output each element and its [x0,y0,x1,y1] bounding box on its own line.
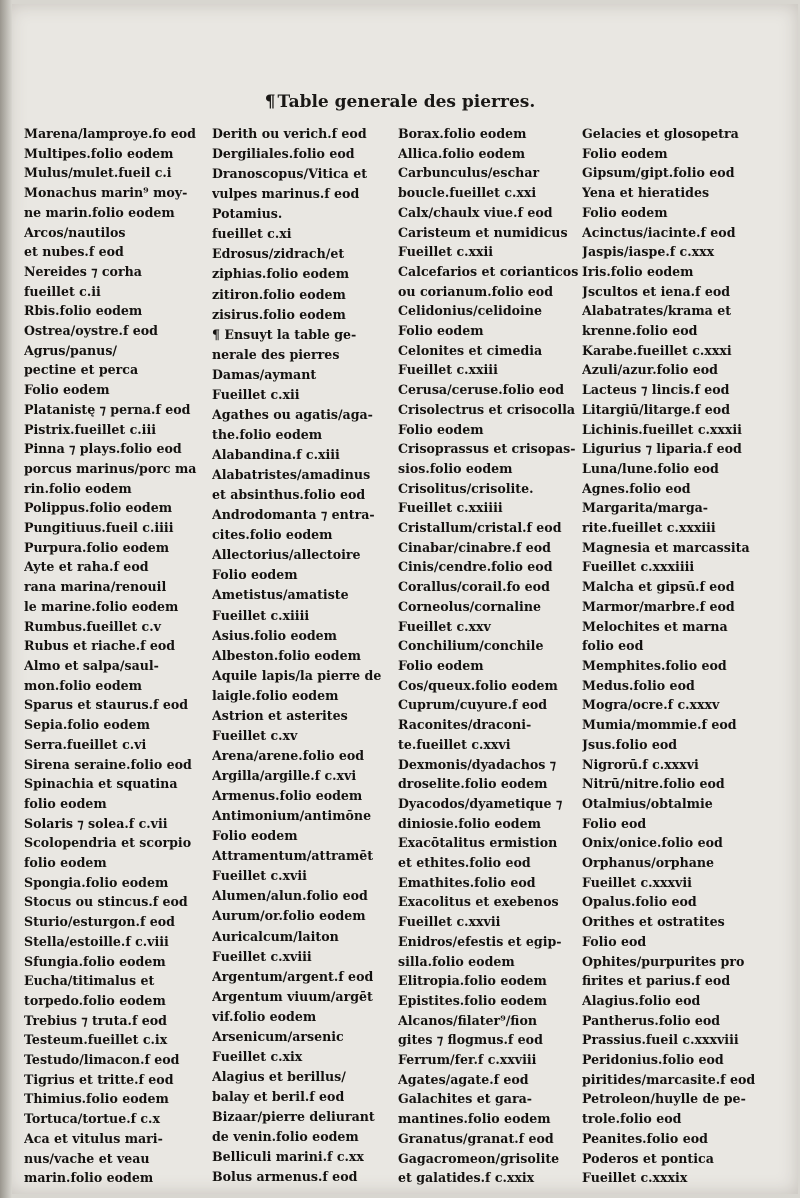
index-entry: Sepia.folio eodem [24,717,150,733]
index-entry: diniosie.folio eodem [398,815,541,831]
index-entry: Allica.folio eodem [398,145,526,161]
index-entry: Mumia/mommie.f eod [582,717,737,733]
index-entry: Celonites et cimedia [398,342,543,358]
index-entry: Thimius.folio eodem [24,1091,169,1107]
index-entry: Folio eod [582,933,647,949]
index-entry: Fueillet c.xxii [398,244,494,260]
index-entry: Multipes.folio eodem [24,145,174,161]
index-entry: Stella/estoille.f c.viii [24,933,169,949]
index-entry: Dyacodos/dyametique ⁊ [398,795,563,811]
index-entry: Lichinis.fueillet c.xxxii [582,421,742,437]
index-entry: Ayte et raha.f eod [24,559,149,575]
index-entry: Raconites/draconi- [398,717,532,733]
index-entry: Nereides ⁊ corha [24,263,142,279]
index-entry: balay et beril.f eod [212,1089,345,1104]
index-entry: Crisoprassus et crisopas- [398,441,576,457]
index-column-1 [24,124,208,1188]
index-entry: Aurum/or.folio eodem [212,908,366,924]
index-entry: Dexmonis/dyadachos ⁊ [398,756,557,772]
index-entry: Iris.folio eodem [582,263,694,279]
index-entry: Ametistus/amatiste [212,587,349,603]
index-entry: Peanites.folio eod [582,1130,708,1146]
index-entry: Ligurius ⁊ liparia.f eod [582,441,742,457]
index-entry: the.folio eodem [212,426,323,442]
index-entry: Pinna ⁊ plays.folio eod [24,441,182,457]
index-entry: fueillet c.xi [212,226,292,242]
index-entry: Yena et hieratides [582,185,710,201]
index-entry: vif.folio eodem [212,1008,317,1024]
index-entry: Peridonius.folio eod [582,1052,724,1068]
index-entry: nerale des pierres [212,346,340,362]
index-entry: Monachus marin⁹ moy- [24,185,188,201]
index-entry: marin.folio eodem [24,1170,154,1186]
index-entry: Lacteus ⁊ lincis.f eod [582,382,730,398]
index-entry: Alagius et berillus/ [212,1068,346,1084]
index-entry: Dranoscopus/Vitica et [212,166,368,182]
index-entry: Fueillet c.xxiiii [398,500,503,516]
index-entry: Dergiliales.folio eod [212,146,355,162]
index-entry: nus/vache et veau [24,1150,150,1166]
index-entry: Stocus ou stincus.f eod [24,894,188,910]
index-entry: Alcanos/filater⁹/fion [398,1012,538,1028]
index-entry: Magnesia et marcassita [582,539,750,555]
index-entry: Spongia.folio eodem [24,874,169,890]
index-entry: Agates/agate.f eod [398,1071,529,1087]
index-entry: le marine.folio eodem [24,598,179,614]
index-entry: Granatus/granat.f eod [398,1130,554,1146]
index-entry: Marmor/marbre.f eod [582,598,735,614]
index-entry: Aquile lapis/la pierre de [212,667,382,683]
index-entry: gites ⁊ flogmus.f eod [398,1032,543,1048]
index-entry: Bizaar/pierre deliurant [212,1109,375,1125]
index-entry: Mulus/mulet.fueil c.i [24,165,172,181]
index-entry: laigle.folio eodem [212,687,339,703]
index-entry: Agnes.folio eod [582,480,691,496]
index-entry: Scolopendria et scorpio [24,835,192,851]
index-entry: Arena/arene.folio eod [212,747,365,763]
index-entry: Folio eod [582,815,647,831]
index-entry: Onix/onice.folio eod [582,835,723,851]
index-entry: Ostrea/oystre.f eod [24,323,158,339]
index-entry: et galatides.f c.xxix [398,1170,535,1186]
index-entry: mantines.folio eodem [398,1111,551,1127]
index-entry: vulpes marinus.f eod [212,186,360,202]
index-entry: Folio eodem [398,657,484,673]
index-entry: Rumbus.fueillet c.v [24,618,161,634]
index-entry: Eucha/titimalus et [24,973,155,989]
index-entry: Orphanus/orphane [582,855,715,871]
index-entry: Gelacies et glosopetra [582,126,739,141]
index-entry: Platanistę ⁊ perna.f eod [24,401,191,417]
index-entry: Fueillet c.xvii [212,868,307,884]
index-entry: Aca et vitulus mari- [24,1130,163,1146]
index-entry: Agathes ou agatis/aga- [212,406,373,422]
index-entry: Caristeum et numidicus [398,224,568,240]
index-entry: Elitropia.folio eodem [398,973,547,989]
index-entry: Spinachia et squatina [24,776,178,792]
index-entry: Marena/lamproye.fo eod [24,126,196,141]
index-entry: Cos/queux.folio eodem [398,677,558,693]
index-entry: et ethites.folio eod [398,855,531,871]
index-entry: Melochites et marna [582,618,728,634]
index-column-4 [582,124,766,1188]
index-entry: Jscultos et iena.f eod [582,283,731,299]
index-entry: Calcefarios et corianticos [398,263,579,279]
index-entry: Poderos et pontica [582,1150,714,1166]
index-entry: Folio eodem [582,204,668,220]
index-entry: Fueillet c.xxxiiii [582,559,695,575]
index-entry: Orithes et ostratites [582,914,725,930]
index-entry: de venin.folio eodem [212,1129,359,1145]
index-entry: folio eodem [24,855,107,871]
index-entry: Nigrorū.f c.xxxvi [582,756,699,772]
index-entry: ne marin.folio eodem [24,204,175,220]
index-entry: trole.folio eod [582,1111,682,1127]
index-entry: Fueillet c.xviii [212,948,312,964]
index-entry: Celidonius/celidoine [398,303,543,319]
index-entry: Belliculi marini.f c.xx [212,1149,364,1165]
index-entry: Alabatristes/amadinus [212,467,371,483]
index-entry: et nubes.f eod [24,244,124,260]
index-entry: rin.folio eodem [24,480,132,496]
index-entry: Testeum.fueillet c.ix [24,1032,168,1048]
index-entry: Cristallum/cristal.f eod [398,520,562,536]
index-entry: Potamius. [212,206,283,222]
index-entry: Polippus.folio eodem [24,500,173,516]
index-entry: Crisolitus/crisolite. [398,480,534,496]
index-entry: Petroleon/huylle de pe- [582,1091,746,1107]
index-entry: Testudo/limacon.f eod [24,1052,180,1068]
index-entry: Folio eodem [212,567,298,583]
index-entry: folio eod [582,638,644,654]
index-entry: Argilla/argille.f c.xvi [212,768,357,783]
index-entry: Trebius ⁊ truta.f eod [24,1012,167,1028]
index-entry: Epistites.folio eodem [398,992,547,1008]
index-entry: Damas/aymant [212,366,317,382]
index-entry: Mogra/ocre.f c.xxxv [582,697,720,713]
index-entry: Derith ou verich.f eod [212,126,367,141]
index-entry: Androdomanta ⁊ entra- [212,507,375,523]
index-entry: cites.folio eodem [212,527,333,543]
index-entry: Asius.folio eodem [212,627,338,643]
index-entry: Malcha et gipsū.f eod [582,579,735,595]
index-entry: Crisolectrus et crisocolla [398,401,576,417]
index-entry: Argentum/argent.f eod [212,968,374,984]
index-entry: Litargiū/litarge.f eod [582,401,731,417]
index-entry: Agrus/panus/ [24,342,118,358]
index-entry: Pistrix.fueillet c.iii [24,421,157,437]
index-entry: Jsus.folio eod [582,736,678,752]
index-entry: Argentum viuum/argēt [212,988,373,1004]
index-entry: Fueillet c.xxiii [398,362,498,378]
pilcrow-mark: ¶ [264,92,276,112]
index-entry: Jaspis/iaspe.f c.xxx [582,244,715,260]
index-entry: Solaris ⁊ solea.f c.vii [24,815,168,831]
index-entry: rana marina/renouil [24,579,167,595]
index-entry: et absinthus.folio eod [212,487,366,503]
index-entry: Medus.folio eod [582,677,695,693]
index-entry: Arsenicum/arsenic [212,1028,344,1044]
index-entry: Armenus.folio eodem [212,788,363,804]
index-entry: Sturio/esturgon.f eod [24,914,175,930]
index-entry: Fueillet c.xxv [398,618,491,634]
index-entry: Gagacromeon/grisolite [398,1150,560,1166]
index-entry: sios.folio eodem [398,460,513,476]
index-entry: Tortuca/tortue.f c.x [24,1111,160,1127]
index-entry: Folio eodem [398,323,484,339]
index-entry: Azuli/azur.folio eod [582,362,718,378]
index-entry: Pantherus.folio eod [582,1012,721,1028]
index-entry: Enidros/efestis et egip- [398,933,562,949]
index-entry: Fueillet c.xxvii [398,914,501,930]
index-entry: Gipsum/gipt.folio eod [582,165,735,181]
index-entry: Sparus et staurus.f eod [24,697,189,713]
index-entry: Fueillet c.xiiii [212,607,310,623]
index-entry: Alumen/alun.folio eod [212,888,368,904]
index-entry: torpedo.folio eodem [24,992,166,1008]
index-entry: krenne.folio eod [582,323,698,339]
index-entry: Fueillet c.xv [212,727,298,743]
index-column-2 [212,124,396,1187]
index-entry: Sfungia.folio eodem [24,953,166,969]
index-entry: Folio eodem [24,382,110,398]
index-entry: Auricalcum/laiton [212,928,339,944]
index-entry: zitiron.folio eodem [212,286,346,302]
index-entry: Otalmius/obtalmie [582,795,713,811]
index-entry: Folio eodem [212,828,298,844]
index-entry: porcus marinus/porc ma [24,460,197,476]
index-entry: Prassius.fueil c.xxxviii [582,1032,739,1048]
page-header [0,92,800,112]
index-entry: Serra.fueillet c.vi [24,736,147,752]
index-entry: Rubus et riache.f eod [24,638,176,654]
index-entry: boucle.fueillet c.xxi [398,185,537,201]
index-entry: Galachites et gara- [398,1091,532,1107]
index-entry: mon.folio eodem [24,677,142,693]
index-entry: Albeston.folio eodem [212,647,361,663]
index-entry: Calx/chaulx viue.f eod [398,204,553,220]
index-entry: Corallus/corail.fo eod [398,579,550,595]
index-entry: Bolus armenus.f eod [212,1169,358,1185]
index-entry: Cinabar/cinabre.f eod [398,539,551,555]
index-entry: Corneolus/cornaline [398,598,542,614]
index-entry: Folio eodem [398,421,484,437]
index-entry: Cuprum/cuyure.f eod [398,697,548,713]
index-entry: Alabatrates/krama et [582,303,732,319]
index-entry: Almo et salpa/saul- [24,657,159,673]
index-entry: Purpura.folio eodem [24,539,170,555]
index-entry: droselite.folio eodem [398,776,548,792]
index-entry: Fueillet c.xii [212,386,300,402]
index-entry: Nitrū/nitre.folio eod [582,776,725,792]
binding-gutter [0,0,12,1198]
index-entry: Carbunculus/eschar [398,165,540,181]
index-entry: zisirus.folio eodem [212,306,346,322]
index-entry: Karabe.fueillet c.xxxi [582,342,732,358]
index-entry: Folio eodem [582,145,668,161]
page-title: Table generale des pierres. [277,92,536,112]
index-entry: Rbis.folio eodem [24,303,143,319]
index-entry: Opalus.folio eod [582,894,697,910]
index-entry: Cerusa/ceruse.folio eod [398,382,565,398]
index-column-3 [398,124,582,1188]
index-entry: Emathites.folio eod [398,874,536,890]
index-entry: Ferrum/fer.f c.xxviii [398,1052,537,1068]
index-entry: Exacōtalitus ermistion [398,835,558,851]
index-entry: Exacolitus et exebenos [398,894,559,910]
index-entry: Allectorius/allectoire [212,547,361,563]
index-entry: Astrion et asterites [212,707,348,723]
index-entry: Conchilium/conchile [398,638,544,654]
index-entry: te.fueillet c.xxvi [398,736,511,752]
index-entry: Ophites/purpurites pro [582,953,745,969]
index-entry: fueillet c.ii [24,283,101,299]
index-entry: Margarita/marga- [582,500,709,516]
index-entry: Alagius.folio eod [582,992,701,1008]
index-entry: rite.fueillet c.xxxiii [582,520,716,536]
index-entry: Acinctus/iacinte.f eod [582,224,736,240]
index-entry: ¶ Ensuyt la table ge- [212,326,357,342]
index-entry: Edrosus/zidrach/et [212,246,345,262]
index-entry: Antimonium/antimōne [212,808,372,824]
index-entry: silla.folio eodem [398,953,515,969]
index-entry: firites et parius.f eod [582,973,731,989]
index-entry: Cinis/cendre.folio eod [398,559,553,575]
index-entry: Fueillet c.xxxix [582,1170,688,1186]
index-entry: pectine et perca [24,362,139,378]
index-entry: Arcos/nautilos [24,224,126,240]
index-entry: Memphites.folio eod [582,657,727,673]
index-entry: Pungitiuus.fueil c.iiii [24,520,174,536]
index-entry: Fueillet c.xxxvii [582,874,692,890]
index-entry: Luna/lune.folio eod [582,460,719,476]
index-entry: Sirena seraine.folio eod [24,756,192,772]
index-entry: Fueillet c.xix [212,1048,303,1064]
index-entry: Borax.folio eodem [398,126,527,141]
index-entry: ou corianum.folio eod [398,283,553,299]
index-entry: Attramentum/attramēt [212,848,374,864]
index-entry: ziphias.folio eodem [212,266,350,282]
index-entry: Tigrius et tritte.f eod [24,1071,174,1087]
index-entry: Alabandina.f c.xiii [212,447,340,462]
index-entry: piritides/marcasite.f eod [582,1071,756,1087]
index-entry: folio eodem [24,795,107,811]
